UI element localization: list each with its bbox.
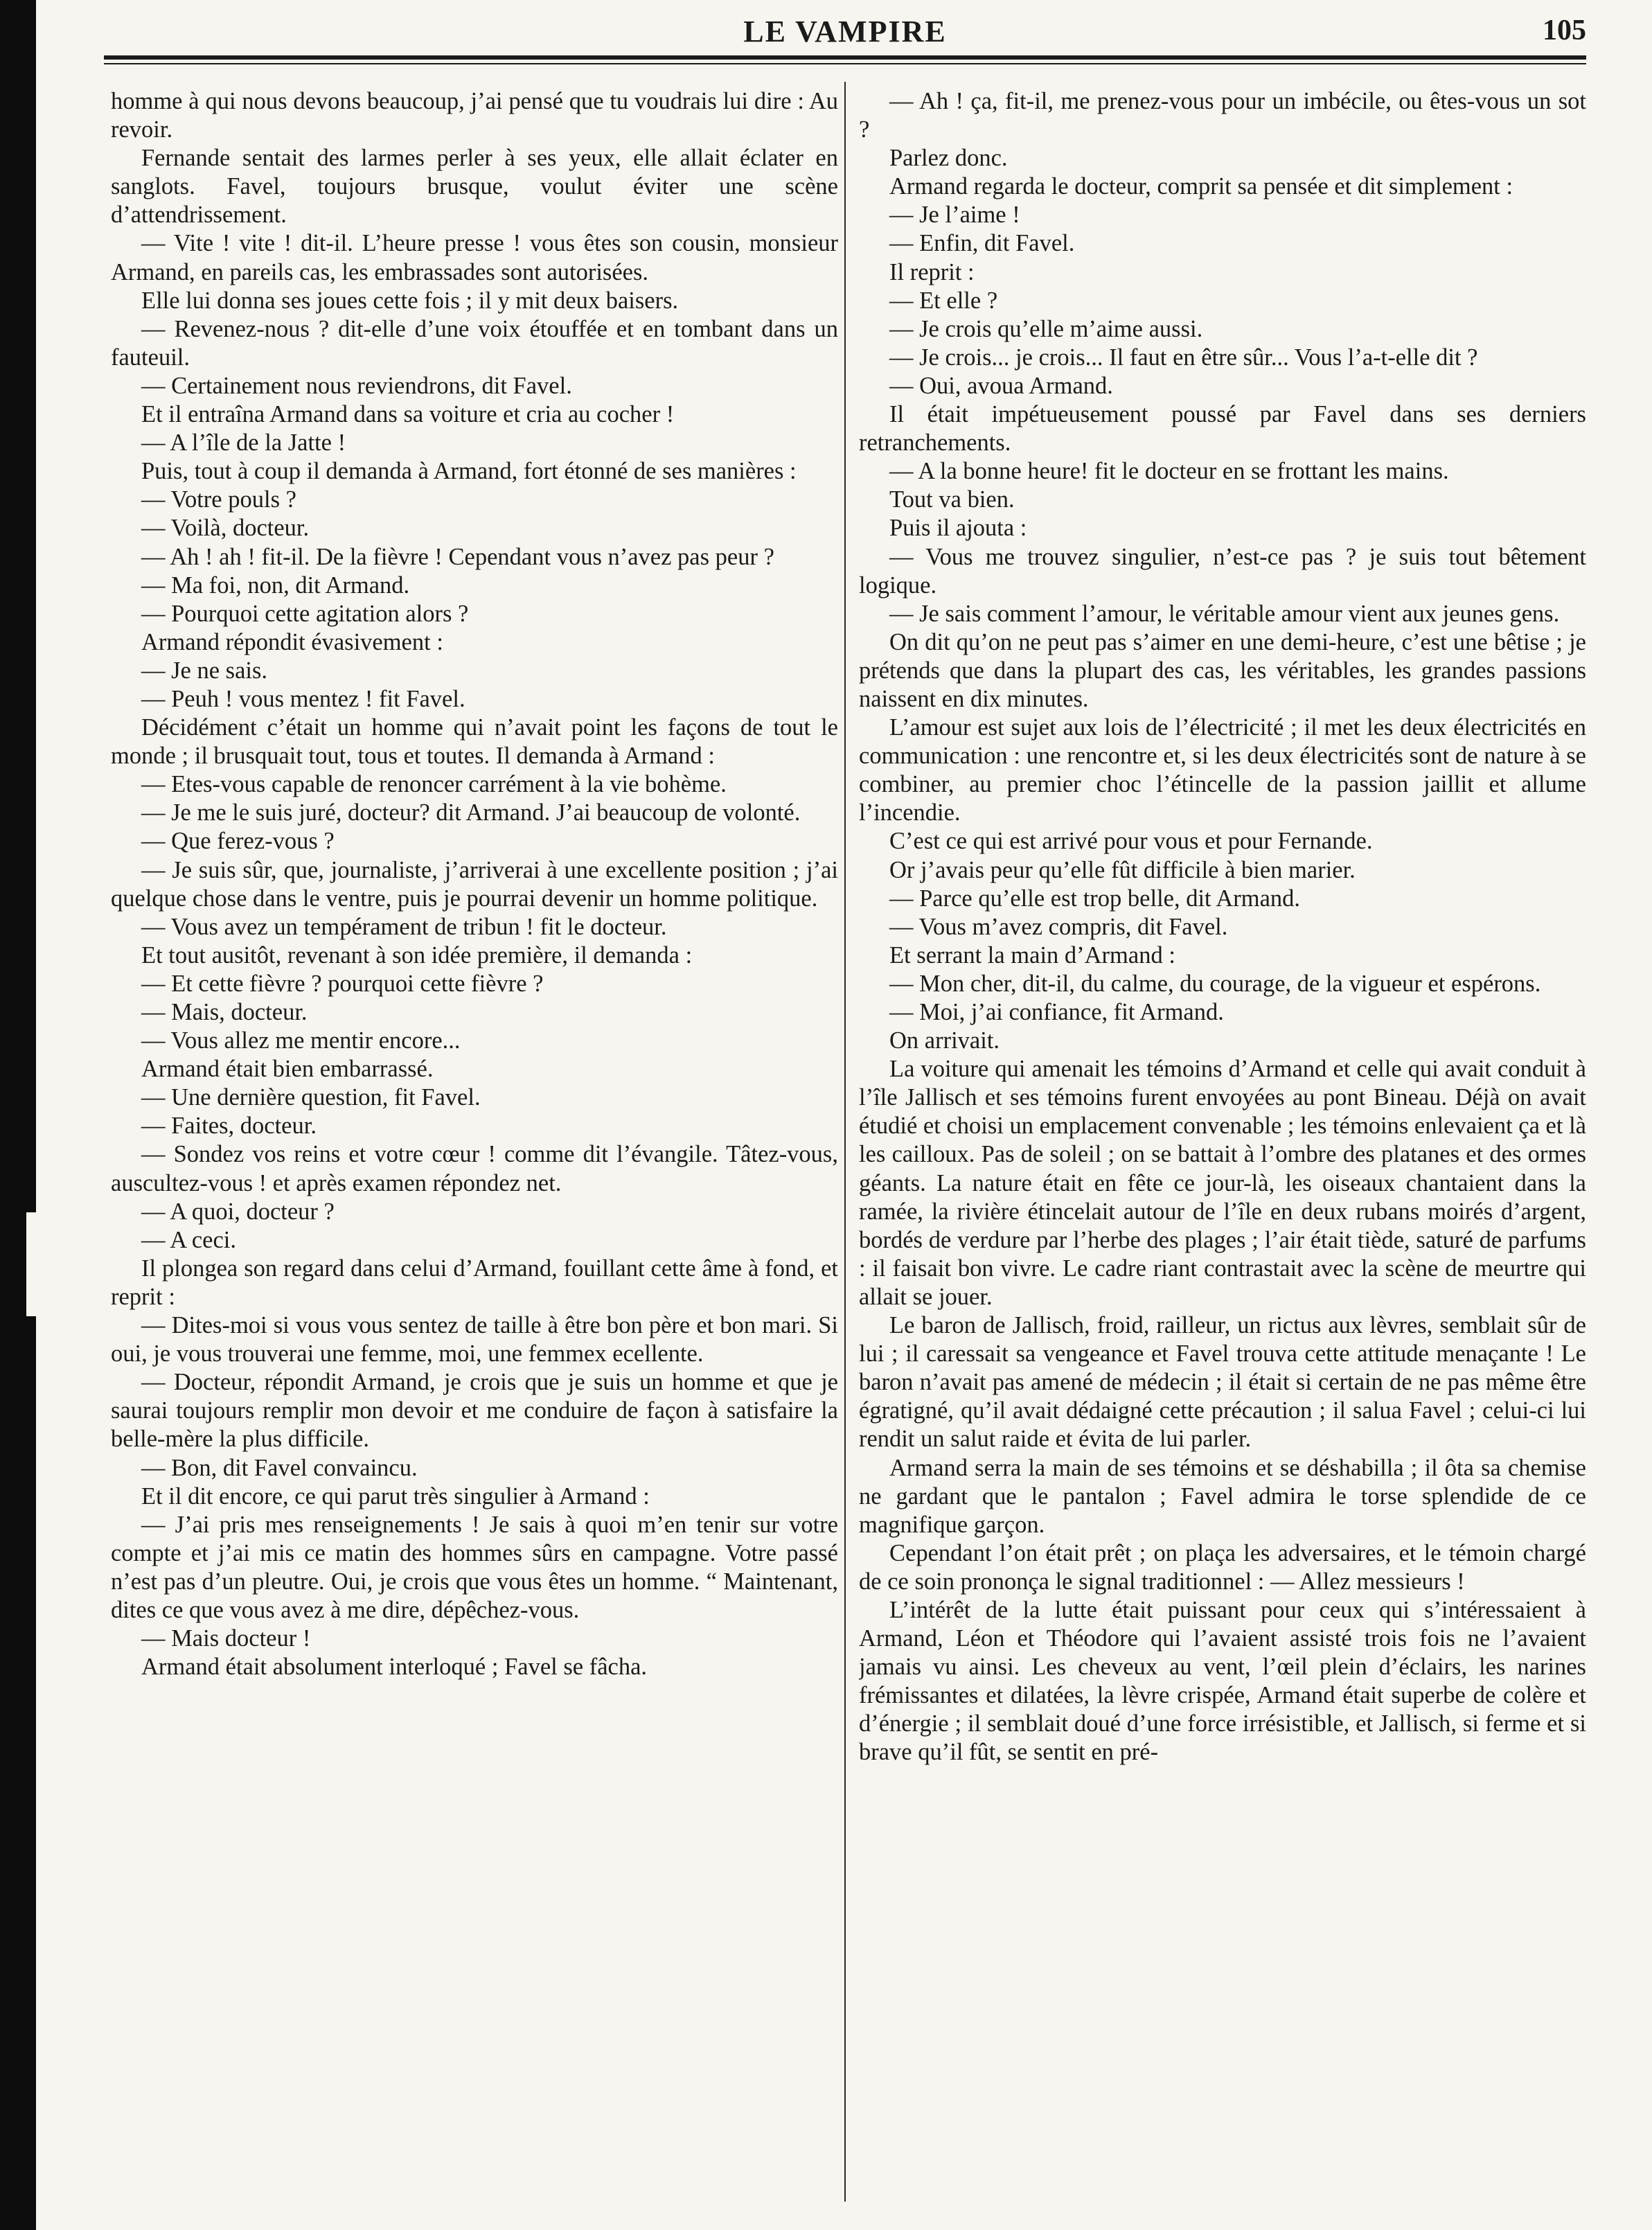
- paragraph: Et serrant la main d’Armand :: [889, 941, 1175, 968]
- paragraph: L’intérêt de la lutte était puissant pour ceux qui s’intéressaient à Armand, Léon et Théodore qui l’avaient assisté trois fois ne l’avaient jamais vu ainsi. Les cheveux au vent, l’œil plein d’éclairs, les narines frémissantes et dilatées, la lèvre crispée, Armand était superbe de colère et d’énergie ; il semblait doué d’une force irrésistible, et Jallisch, si ferme et si brave qu’il fût, se sentit en pré-: [859, 1596, 1586, 1766]
- paragraph: — Je sais comment l’amour, le véritable amour vient aux jeunes gens.: [889, 600, 1560, 627]
- paragraph: Fernande sentait des larmes perler à ses yeux, elle allait éclater en sanglots. Favel, toujours brusque, voulut éviter une scène d’attendrissement.: [111, 145, 838, 229]
- header-rule-thin: [104, 63, 1586, 64]
- paragraph: — Et cette fièvre ? pourquoi cette fièvre ?: [141, 970, 544, 997]
- paragraph: Armand était bien embarrassé.: [141, 1056, 434, 1083]
- paragraph: — Je crois... je crois... Il faut en être sûr... Vous l’a-t-elle dit ?: [889, 344, 1478, 371]
- paragraph: Et il entraîna Armand dans sa voiture et cria au cocher !: [141, 401, 675, 428]
- column-divider: [844, 82, 846, 2202]
- page-number: 105: [1543, 15, 1586, 46]
- paragraph: Décidément c’était un homme qui n’avait point les façons de tout le monde ; il brusquait tout, tous et toutes. Il demanda à Armand :: [111, 714, 838, 770]
- paragraph: Elle lui donna ses joues cette fois ; il y mit deux baisers.: [141, 287, 679, 314]
- paragraph: — Ah ! ça, fit-il, me prenez-vous pour un imbécile, ou êtes-vous un sot ?: [859, 88, 1586, 143]
- paragraph: — Je ne sais.: [141, 657, 268, 684]
- paragraph: C’est ce qui est arrivé pour vous et pour Fernande.: [889, 828, 1373, 855]
- paragraph: — A la bonne heure! fit le docteur en se frottant les mains.: [889, 458, 1449, 485]
- paragraph: Armand était absolument interloqué ; Favel se fâcha.: [141, 1654, 648, 1681]
- paragraph: — Parce qu’elle est trop belle, dit Armand.: [889, 885, 1301, 912]
- paragraph: — Certainement nous reviendrons, dit Favel.: [141, 372, 572, 399]
- paragraph: Et tout ausitôt, revenant à son idée première, il demanda :: [141, 941, 693, 968]
- paragraph: — Revenez-nous ? dit-elle d’une voix étouffée et en tombant dans un fauteuil.: [111, 315, 838, 371]
- paragraph: — Je suis sûr, que, journaliste, j’arriverai à une excellente position ; j’ai quelque chose dans le ventre, puis je pourrai devenir un homme politique.: [111, 856, 838, 912]
- paragraph: — Votre pouls ?: [141, 486, 296, 513]
- paragraph: — Docteur, répondit Armand, je crois que je suis un homme et que je saurai toujours remplir mon devoir et me conduire de façon à satisfaire la belle-mère la plus difficile.: [111, 1369, 838, 1453]
- paragraph: — Bon, dit Favel convaincu.: [141, 1454, 418, 1481]
- left-text-column: [111, 87, 838, 2207]
- paragraph: Cependant l’on était prêt ; on plaça les adversaires, et le témoin chargé de ce soin prononça le signal traditionnel : — Allez messieurs !: [859, 1539, 1586, 1595]
- paragraph: Et il dit encore, ce qui parut très singulier à Armand :: [141, 1483, 650, 1510]
- paragraph: Il plongea son regard dans celui d’Armand, fouillant cette âme à fond, et reprit :: [111, 1255, 838, 1310]
- paragraph: — Etes-vous capable de renoncer carrément à la vie bohème.: [141, 771, 727, 798]
- paragraph: Le baron de Jallisch, froid, railleur, un rictus aux lèvres, semblait sûr de lui ; il caressait sa vengeance et Favel trouva cette attitude menaçante ! Le baron n’avait pas amené de médecin ; il était si certain de ne pas même être égratigné, qu’il avait dédaigné cette précaution ; il salua Favel ; celui-ci lui rendit un salut raide et évita de lui parler.: [859, 1312, 1586, 1453]
- spine-gap: [26, 1212, 36, 1316]
- paragraph: Puis, tout à coup il demanda à Armand, fort étonné de ses manières :: [141, 458, 797, 485]
- paragraph: Armand répondit évasivement :: [141, 628, 443, 655]
- paragraph: — A l’île de la Jatte !: [141, 430, 346, 457]
- paragraph: — Pourquoi cette agitation alors ?: [141, 600, 469, 627]
- paragraph: On arrivait.: [889, 1027, 1000, 1054]
- paragraph: — Vous allez me mentir encore...: [141, 1027, 461, 1054]
- paragraph: — Mais docteur !: [141, 1625, 311, 1652]
- paragraph: Parlez donc.: [889, 145, 1008, 172]
- paragraph: — Ma foi, non, dit Armand.: [141, 572, 410, 599]
- paragraph: Armand regarda le docteur, comprit sa pensée et dit simplement :: [889, 173, 1513, 200]
- paragraph: Or j’avais peur qu’elle fût difficile à bien marier.: [889, 856, 1356, 883]
- paragraph: — Dites-moi si vous vous sentez de taille à être bon père et bon mari. Si oui, je vous trouverai une femme, moi, une femmex ecellente.: [111, 1312, 838, 1368]
- paragraph: — Que ferez-vous ?: [141, 828, 335, 855]
- paragraph: — J’ai pris mes renseignements ! Je sais à quoi m’en tenir sur votre compte et j’ai mis ce matin des hommes sûrs en campagne. Votre passé n’est pas d’un pleutre. Oui, je crois que vous êtes un homme. “ Maintenant, dites ce que vous avez à me dire, dépêchez-vous.: [111, 1511, 838, 1623]
- paragraph: — Vous m’avez compris, dit Favel.: [889, 913, 1228, 940]
- paragraph: Puis il ajouta :: [889, 515, 1027, 542]
- paragraph: — Moi, j’ai confiance, fit Armand.: [889, 999, 1224, 1025]
- paragraph: Il était impétueusement poussé par Favel dans ses derniers retranchements.: [859, 401, 1586, 457]
- paragraph: — Vite ! vite ! dit-il. L’heure presse ! vous êtes son cousin, monsieur Armand, en pareils cas, les embrassades sont autorisées.: [111, 230, 838, 285]
- paragraph: — Sondez vos reins et votre cœur ! comme dit l’évangile. Tâtez-vous, auscultez-vous ! et après examen répondez net.: [111, 1141, 838, 1196]
- paragraph: — A quoi, docteur ?: [141, 1198, 335, 1225]
- paragraph: La voiture qui amenait les témoins d’Armand et celle qui avait conduit à l’île Jallisch et ses témoins furent envoyées au pont Bineau. Déjà on avait étudié et choisi un emplacement convenable ; les témoins enlevaient ça et là les cailloux. Pas de soleil ; on se battait à l’ombre des platanes et des ormes géants. La nature était en fête ce jour-là, les oiseaux chantaient dans la ramée, la rivière étincelait autour de l’île en deux rubans moirés d’argent, bordés de verdure par l’herbe des plages ; l’air était tiède, saturé de parfums : il faisait bon vivre. Le cadre riant contrastait avec la scène de meurtre qui allait se jouer.: [859, 1056, 1586, 1310]
- paragraph: — Vous avez un tempérament de tribun ! fit le docteur.: [141, 913, 667, 940]
- paragraph: — Et elle ?: [889, 287, 998, 314]
- paragraph: — Faites, docteur.: [141, 1113, 317, 1140]
- paragraph: Tout va bien.: [889, 486, 1015, 513]
- paragraph: L’amour est sujet aux lois de l’électricité ; il met les deux électricités en communication : une rencontre et, si les deux électricités sont de nature à se combiner, au premier choc l’étincelle de la passion jaillit et allume l’incendie.: [859, 714, 1586, 826]
- paragraph: — Je crois qu’elle m’aime aussi.: [889, 315, 1203, 342]
- paragraph: — Vous me trouvez singulier, n’est-ce pas ? je suis tout bêtement logique.: [859, 543, 1586, 599]
- paragraph: homme à qui nous devons beaucoup, j’ai pensé que tu voudrais lui dire : Au revoir.: [111, 88, 838, 143]
- paragraph: — Enfin, dit Favel.: [889, 230, 1075, 257]
- paragraph: On dit qu’on ne peut pas s’aimer en une demi-heure, c’est une bêtise ; je prétends que dans la plupart des cas, les véritables, les grandes passions naissent en dix minutes.: [859, 628, 1586, 712]
- paragraph: — Je me le suis juré, docteur? dit Armand. J’ai beaucoup de volonté.: [141, 799, 801, 826]
- page-spine-shadow: [0, 0, 36, 2230]
- paragraph: — Peuh ! vous mentez ! fit Favel.: [141, 685, 465, 712]
- paragraph: — Oui, avoua Armand.: [889, 372, 1113, 399]
- paragraph: — Une dernière question, fit Favel.: [141, 1084, 481, 1111]
- paragraph: — A ceci.: [141, 1226, 237, 1253]
- paragraph: — Ah ! ah ! fit-il. De la fièvre ! Cependant vous n’avez pas peur ?: [141, 543, 774, 570]
- paragraph: Armand serra la main de ses témoins et se déshabilla ; il ôta sa chemise ne gardant que le pantalon ; Favel admira le torse splendide de ce magnifique garçon.: [859, 1454, 1586, 1538]
- right-text-column: [859, 87, 1586, 2207]
- header-rule-thick: [104, 55, 1586, 60]
- paragraph: — Mon cher, dit-il, du calme, du courage, de la vigueur et espérons.: [889, 970, 1541, 997]
- paragraph: — Je l’aime !: [889, 202, 1020, 229]
- paragraph: Il reprit :: [889, 258, 975, 285]
- paragraph: — Mais, docteur.: [141, 999, 308, 1025]
- paragraph: — Voilà, docteur.: [141, 515, 310, 542]
- running-title: LE VAMPIRE: [743, 15, 947, 48]
